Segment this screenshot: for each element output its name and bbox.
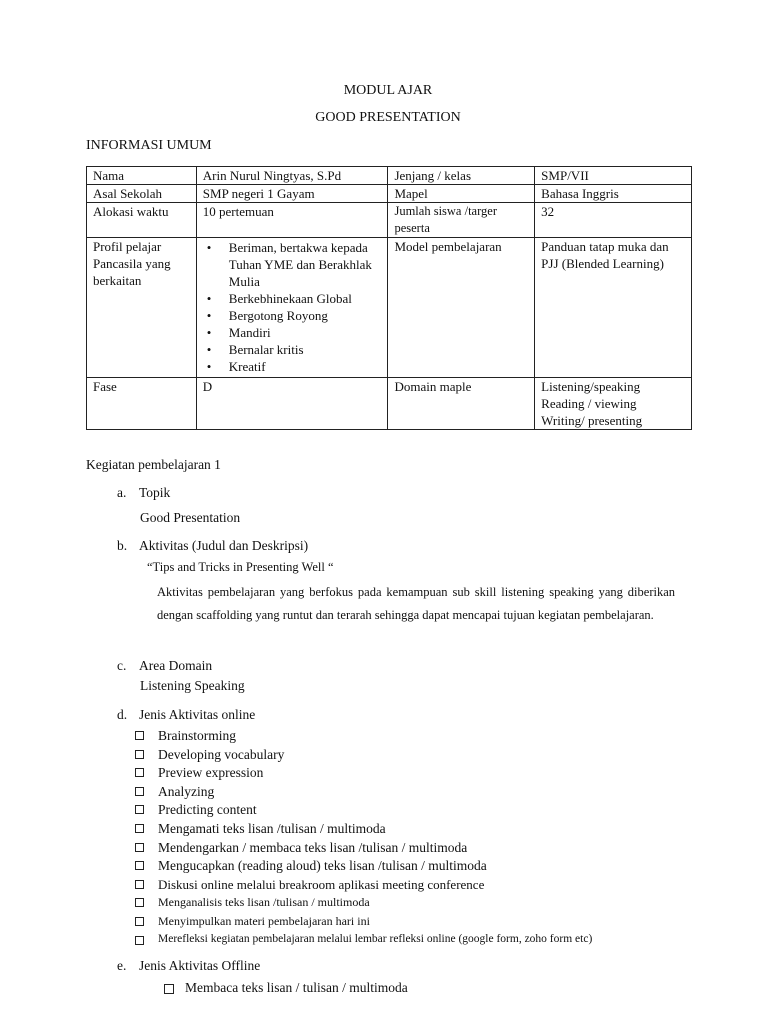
checkbox-icon: [135, 917, 144, 926]
domain-line: Writing/ presenting: [541, 413, 643, 428]
item-letter: b.: [117, 538, 128, 553]
list-item: [133, 765, 733, 784]
item-aktivitas-online: [117, 707, 255, 723]
item-label: Jenis Aktivitas Offline: [139, 958, 261, 973]
list-item-text: Brainstorming: [158, 728, 236, 743]
table-cell: Fase: [87, 378, 197, 430]
list-item: [133, 747, 733, 766]
list-item: [203, 324, 382, 341]
list-item: [203, 239, 382, 290]
bullet-icon: •: [206, 240, 212, 255]
table-cell: Arin Nurul Ningtyas, S.Pd: [196, 167, 388, 185]
list-item: [133, 784, 733, 803]
item-letter: e.: [117, 958, 127, 973]
table-cell: Profil pelajar Pancasila yang berkaitan: [87, 238, 197, 378]
list-item-text: Bernalar kritis: [228, 342, 304, 357]
table-cell: [196, 238, 388, 378]
list-item: [133, 728, 733, 747]
list-item-text: Berkebhinekaan Global: [228, 291, 352, 306]
item-letter: a.: [117, 485, 127, 500]
checkbox-icon: [135, 880, 144, 889]
item-letter: d.: [117, 707, 128, 722]
list-item-text: Mandiri: [228, 325, 271, 340]
bullet-icon: •: [206, 359, 212, 374]
table-cell: Jenjang / kelas: [388, 167, 535, 185]
list-item-text: Mengucapkan (reading aloud) teks lisan /tulisan / multimoda: [158, 858, 487, 874]
checkbox-icon: [135, 805, 144, 814]
table-row: [87, 203, 692, 238]
table-cell: Model pembelajaran: [388, 238, 535, 378]
checkbox-icon: [135, 861, 144, 870]
list-item-text: Menyimpulkan materi pembelajaran hari ini: [158, 913, 370, 928]
bullet-icon: •: [206, 342, 212, 357]
list-item: [133, 877, 733, 896]
table-cell: 10 pertemuan: [196, 203, 388, 238]
table-cell: SMP/VII: [535, 167, 692, 185]
list-item: [203, 290, 382, 307]
list-item: [203, 307, 382, 324]
table-cell: SMP negeri 1 Gayam: [196, 185, 388, 203]
list-item-text: Membaca teks lisan / tulisan / multimoda: [185, 980, 408, 995]
checkbox-icon: [164, 984, 174, 994]
checkbox-icon: [135, 787, 144, 796]
item-label: Aktivitas (Judul dan Deskripsi): [139, 538, 309, 553]
item-label: Area Domain: [139, 658, 213, 673]
checkbox-icon: [135, 936, 144, 945]
table-row: [87, 167, 692, 185]
checkbox-icon: [135, 898, 144, 907]
list-item-text: Analyzing: [158, 783, 215, 799]
domain-line: Listening/speaking: [541, 379, 641, 394]
list-item: [133, 895, 733, 914]
list-item-text: Kreatif: [228, 359, 266, 374]
list-item-text: Bergotong Royong: [228, 308, 328, 323]
table-cell: Mapel: [388, 185, 535, 203]
domain-line: Reading / viewing: [541, 396, 637, 411]
list-item-text: Mengamati teks lisan /tulisan / multimoda: [158, 820, 386, 836]
table-cell: Bahasa Inggris: [535, 185, 692, 203]
document-title: MODUL AJAR: [343, 83, 433, 98]
online-activity-list: [133, 728, 733, 951]
list-item-text: Mendengarkan / membaca teks lisan /tulisan / multimoda: [158, 839, 468, 855]
list-item: [133, 858, 733, 877]
list-item: [133, 840, 733, 859]
table-cell: D: [196, 378, 388, 430]
document-subtitle: GOOD PRESENTATION: [315, 110, 461, 125]
list-item: [203, 341, 382, 358]
bullet-icon: •: [206, 291, 212, 306]
table-row: [87, 238, 692, 378]
checkbox-icon: [135, 750, 144, 759]
list-item: [133, 933, 733, 952]
list-item: [203, 358, 382, 375]
aktivitas-description: Aktivitas pembelajaran yang berfokus pada kemampuan sub skill listening speaking yang diberikan dengan scaffolding yang runtut dan terarah sehingga dapat mencapai tujuan kegiatan pembelajaran.: [157, 585, 675, 622]
checkbox-icon: [135, 824, 144, 833]
list-item-text: Diskusi online melalui breakroom aplikasi meeting conference: [158, 876, 485, 892]
list-item-text: Merefleksi kegiatan pembelajaran melalui lembar refleksi online (google form, zoho form etc): [158, 932, 593, 945]
bullet-icon: •: [206, 308, 212, 323]
table-cell: Panduan tatap muka dan PJJ (Blended Learning): [535, 238, 692, 378]
table-row: [87, 378, 692, 430]
topik-value: Good Presentation: [140, 510, 241, 525]
table-cell: 32: [535, 203, 692, 238]
table-cell: Domain maple: [388, 378, 535, 430]
item-aktivitas: [117, 538, 308, 554]
info-table: [86, 166, 692, 430]
list-item-text: Preview expression: [158, 765, 264, 781]
item-letter: c.: [117, 658, 127, 673]
item-aktivitas-offline: [117, 958, 260, 974]
list-item-text: Beriman, bertakwa kepada Tuhan YME dan Berakhlak Mulia: [228, 240, 372, 289]
list-item-text: Predicting content: [158, 802, 257, 818]
item-topik: [117, 485, 170, 501]
list-item: [133, 802, 733, 821]
area-domain-value: Listening Speaking: [140, 678, 245, 693]
table-cell: Asal Sekolah: [87, 185, 197, 203]
list-item-text: Developing vocabulary: [158, 746, 285, 762]
profile-list: [203, 239, 382, 375]
checkbox-icon: [135, 843, 144, 852]
item-area-domain: [117, 658, 212, 674]
item-label: Topik: [139, 485, 171, 500]
list-item-text: Menganalisis teks lisan /tulisan / multimoda: [158, 895, 370, 910]
list-item: [133, 914, 733, 933]
bullet-icon: •: [206, 325, 212, 340]
table-cell: Jumlah siswa /targer peserta: [388, 203, 535, 238]
checkbox-icon: [135, 768, 144, 777]
list-item: [133, 821, 733, 840]
table-cell: Nama: [87, 167, 197, 185]
list-item: [160, 980, 408, 996]
section-heading: INFORMASI UMUM: [86, 138, 212, 153]
aktivitas-quote: “Tips and Tricks in Presenting Well “: [147, 560, 334, 574]
table-cell: Alokasi waktu: [87, 203, 197, 238]
table-cell: [535, 378, 692, 430]
table-row: [87, 185, 692, 203]
kegiatan-heading: Kegiatan pembelajaran 1: [86, 457, 221, 472]
checkbox-icon: [135, 731, 144, 740]
item-label: Jenis Aktivitas online: [139, 707, 256, 722]
